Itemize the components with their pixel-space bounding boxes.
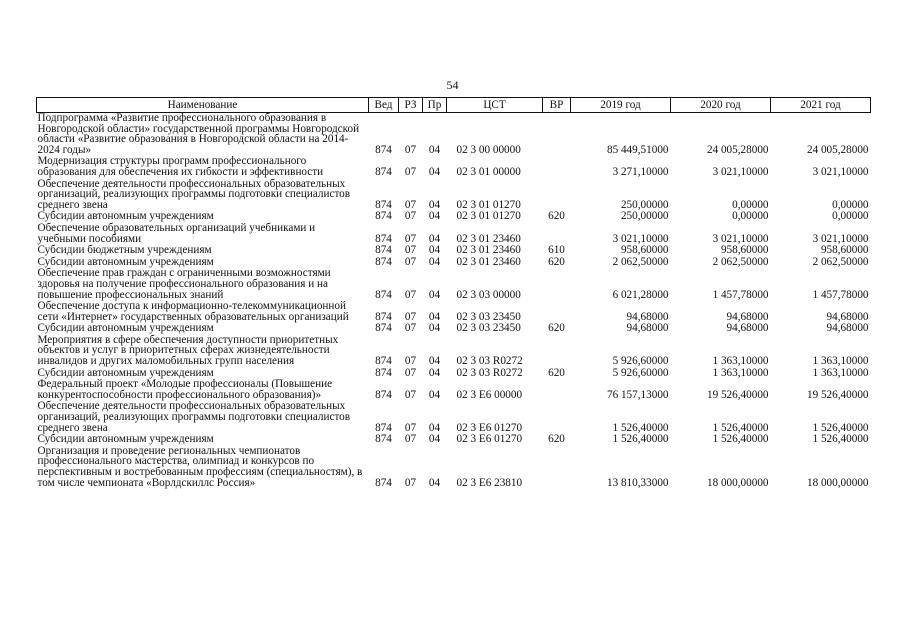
cell-name: Субсидии автономным учреждениям	[37, 322, 214, 335]
header-cst: ЦСТ	[447, 98, 543, 113]
cell-vr	[543, 113, 571, 157]
header-2021: 2021 год	[771, 98, 871, 113]
cell-y2019: 250,00000	[620, 210, 669, 223]
cell-y2020: 18 000,00000	[706, 476, 769, 489]
table-row	[37, 179, 871, 212]
cell-y2019: 5 926,60000	[612, 366, 669, 379]
cell-cst: 02 3 01 23460	[456, 244, 521, 257]
cell-ved: 874	[375, 421, 392, 434]
table-row	[37, 401, 871, 434]
cell-y2021: 94,68000	[826, 310, 869, 323]
cell-name: Модернизация структуры программ профессионального образования для обеспечения их гибкости и эффективности	[37, 155, 324, 178]
cell-cst: 02 3 03 23450	[456, 322, 521, 335]
cell-y2019: 1 526,40000	[612, 433, 669, 446]
table-row	[37, 301, 871, 323]
cell-ved: 874	[375, 355, 392, 368]
cell-name: Обеспечение деятельности профессиональных образовательных организаций, реализующих программы подготовки специалистов среднего звена	[37, 400, 351, 434]
cell-ved: 874	[375, 366, 392, 379]
header-name: Наименование	[37, 98, 369, 113]
cell-y2021: 2 062,50000	[812, 255, 869, 268]
cell-name: Обеспечение образовательных организаций учебниками и учебными пособиями	[37, 221, 316, 245]
cell-y2021: 3 021,10000	[812, 232, 869, 245]
cell-y2019: 85 449,51000	[606, 143, 669, 156]
cell-name: Мероприятия в сфере обеспечения доступности приоритетных объектов и услуг в приоритетных сферах жизнедеятельности инвалидов и других маломобильных групп населения	[37, 333, 339, 368]
cell-y2021: 94,68000	[826, 322, 869, 335]
table-body	[37, 113, 871, 490]
cell-y2021: 1 457,78000	[812, 288, 869, 301]
cell-cst: 02 3 03 00000	[456, 288, 521, 301]
cell-ved: 874	[375, 210, 392, 223]
cell-ved: 874	[375, 198, 392, 211]
cell-rz: 07	[404, 310, 417, 323]
cell-y2020: 0,00000	[732, 210, 769, 223]
cell-y2021: 18 000,00000	[806, 476, 869, 489]
cell-y2021: 19 526,40000	[806, 388, 869, 401]
cell-vr	[543, 379, 571, 401]
cell-name: Организация и проведение региональных чемпионатов профессионального мастерства, олимпиад и конкурсов по перспективным и востребованным профессиям (специальностям), в том числе чемпионата «Ворлдскиллс Россия»	[37, 444, 363, 489]
cell-pr: 04	[428, 421, 441, 434]
cell-cst: 02 3 01 23460	[456, 255, 521, 268]
table-row	[37, 156, 871, 178]
cell-y2020: 1 457,78000	[712, 288, 769, 301]
cell-rz: 07	[404, 288, 417, 301]
cell-cst: 02 3 03 R0272	[456, 355, 523, 368]
cell-name: Субсидии автономным учреждениям	[37, 210, 214, 223]
cell-name: Подпрограмма «Развитие профессионального образования в Новгородской области» государственной программы Новгородской области «Развитие образования в Новгородской области на 2014-2024 годы»	[37, 112, 360, 156]
cell-cst: 02 3 01 01270	[456, 198, 521, 211]
cell-pr: 04	[428, 476, 441, 489]
cell-y2020: 2 062,50000	[712, 255, 769, 268]
cell-vr: 620	[548, 433, 565, 446]
cell-y2021: 3 021,10000	[812, 165, 869, 178]
cell-rz: 07	[404, 143, 417, 156]
header-pr: Пр	[423, 98, 447, 113]
cell-cst: 02 3 03 R0272	[456, 366, 523, 379]
cell-ved: 874	[375, 232, 392, 245]
cell-pr: 04	[428, 165, 441, 178]
cell-rz: 07	[404, 433, 417, 446]
cell-y2020: 1 526,40000	[712, 421, 769, 434]
cell-y2021: 1 526,40000	[812, 433, 869, 446]
cell-pr: 04	[428, 366, 441, 379]
cell-ved: 874	[375, 310, 392, 323]
cell-vr	[543, 268, 571, 301]
cell-vr: 620	[548, 255, 565, 268]
cell-pr: 04	[428, 255, 441, 268]
cell-rz: 07	[404, 322, 417, 335]
header-2019: 2019 год	[571, 98, 671, 113]
cell-cst: 02 3 E6 00000	[456, 388, 523, 401]
table-row	[37, 245, 871, 257]
cell-rz: 07	[404, 421, 417, 434]
table-row	[37, 379, 871, 401]
cell-pr: 04	[428, 388, 441, 401]
cell-rz: 07	[404, 255, 417, 268]
cell-name: Обеспечение деятельности профессиональных образовательных организаций, реализующих программы подготовки специалистов среднего звена	[37, 177, 351, 211]
cell-ved: 874	[375, 143, 392, 156]
cell-rz: 07	[404, 476, 417, 489]
header-rz: РЗ	[399, 98, 423, 113]
table-header-row	[37, 98, 871, 113]
cell-y2020: 94,68000	[726, 322, 769, 335]
cell-name: Федеральный проект «Молодые профессионалы (Повышение конкурентоспособности профессионального образования)»	[37, 378, 333, 401]
cell-y2019: 6 021,28000	[612, 288, 669, 301]
cell-vr	[543, 223, 571, 245]
cell-rz: 07	[404, 198, 417, 211]
cell-rz: 07	[404, 244, 417, 257]
cell-y2021: 24 005,28000	[806, 143, 869, 156]
cell-vr: 610	[548, 244, 565, 257]
cell-pr: 04	[428, 232, 441, 245]
cell-ved: 874	[375, 476, 392, 489]
cell-vr	[543, 401, 571, 434]
cell-pr: 04	[428, 244, 441, 257]
cell-cst: 02 3 01 01270	[456, 210, 521, 223]
cell-y2020: 0,00000	[732, 198, 769, 211]
page-number: 54	[446, 78, 459, 92]
cell-vr	[543, 446, 571, 489]
cell-y2021: 0,00000	[832, 198, 869, 211]
cell-y2020: 1 363,10000	[712, 355, 769, 368]
cell-cst: 02 3 01 23460	[456, 232, 521, 245]
cell-y2021: 1 526,40000	[812, 421, 869, 434]
header-2020: 2020 год	[671, 98, 771, 113]
cell-name: Субсидии бюджетным учреждениям	[37, 244, 212, 257]
cell-y2019: 1 526,40000	[612, 421, 669, 434]
cell-y2020: 1 363,10000	[712, 366, 769, 379]
cell-name: Субсидии автономным учреждениям	[37, 433, 214, 446]
cell-vr	[543, 179, 571, 212]
cell-ved: 874	[375, 255, 392, 268]
cell-y2020: 3 021,10000	[712, 165, 769, 178]
cell-ved: 874	[375, 288, 392, 301]
cell-pr: 04	[428, 288, 441, 301]
cell-ved: 874	[375, 322, 392, 335]
cell-name: Обеспечение доступа к информационно-телекоммуникационной сети «Интернет» государственных образовательных организаций	[37, 300, 349, 323]
table-row	[37, 446, 871, 489]
cell-vr: 620	[548, 322, 565, 335]
cell-pr: 04	[428, 433, 441, 446]
cell-vr: 620	[548, 366, 565, 379]
cell-cst: 02 3 03 23450	[456, 310, 521, 323]
cell-pr: 04	[428, 210, 441, 223]
cell-vr: 620	[548, 210, 565, 223]
cell-y2021: 0,00000	[832, 210, 869, 223]
cell-pr: 04	[428, 355, 441, 368]
header-vr: ВР	[543, 98, 571, 113]
cell-y2020: 1 526,40000	[712, 433, 769, 446]
table-row	[37, 223, 871, 245]
cell-name: Обеспечение прав граждан с ограниченными возможностями здоровья на получение профессионального образования и на повышение профессиональных знаний	[37, 267, 331, 301]
cell-y2019: 3 271,10000	[612, 165, 669, 178]
cell-y2019: 250,00000	[620, 198, 669, 211]
cell-y2020: 94,68000	[726, 310, 769, 323]
cell-rz: 07	[404, 355, 417, 368]
cell-pr: 04	[428, 198, 441, 211]
cell-rz: 07	[404, 165, 417, 178]
cell-rz: 07	[404, 366, 417, 379]
cell-ved: 874	[375, 165, 392, 178]
cell-rz: 07	[404, 210, 417, 223]
cell-rz: 07	[404, 388, 417, 401]
cell-vr	[543, 301, 571, 323]
cell-y2021: 1 363,10000	[812, 366, 869, 379]
cell-y2021: 1 363,10000	[812, 355, 869, 368]
table-row	[37, 335, 871, 368]
cell-cst: 02 3 E6 01270	[456, 433, 523, 446]
cell-vr	[543, 156, 571, 178]
header-ved: Вед	[369, 98, 399, 113]
table-row	[37, 113, 871, 157]
cell-pr: 04	[428, 310, 441, 323]
cell-y2020: 3 021,10000	[712, 232, 769, 245]
cell-cst: 02 3 E6 01270	[456, 421, 523, 434]
cell-rz: 07	[404, 232, 417, 245]
table-row	[37, 268, 871, 301]
cell-y2020: 24 005,28000	[706, 143, 769, 156]
cell-name: Субсидии автономным учреждениям	[37, 255, 214, 268]
cell-pr: 04	[428, 322, 441, 335]
cell-ved: 874	[375, 433, 392, 446]
budget-table	[36, 97, 871, 489]
cell-y2019: 94,68000	[626, 322, 669, 335]
cell-y2019: 958,60000	[620, 244, 669, 257]
cell-y2019: 76 157,13000	[606, 388, 669, 401]
cell-y2019: 13 810,33000	[606, 476, 669, 489]
cell-name: Субсидии автономным учреждениям	[37, 366, 214, 379]
cell-pr: 04	[428, 143, 441, 156]
cell-ved: 874	[375, 244, 392, 257]
cell-y2021: 958,60000	[820, 244, 869, 257]
cell-cst: 02 3 00 00000	[456, 143, 521, 156]
cell-y2019: 3 021,10000	[612, 232, 669, 245]
cell-cst: 02 3 01 00000	[456, 165, 521, 178]
cell-y2020: 19 526,40000	[706, 388, 769, 401]
cell-y2019: 94,68000	[626, 310, 669, 323]
cell-y2019: 5 926,60000	[612, 355, 669, 368]
cell-y2019: 2 062,50000	[612, 255, 669, 268]
cell-ved: 874	[375, 388, 392, 401]
cell-y2020: 958,60000	[720, 244, 769, 257]
cell-cst: 02 3 E6 23810	[456, 476, 523, 489]
cell-vr	[543, 335, 571, 368]
